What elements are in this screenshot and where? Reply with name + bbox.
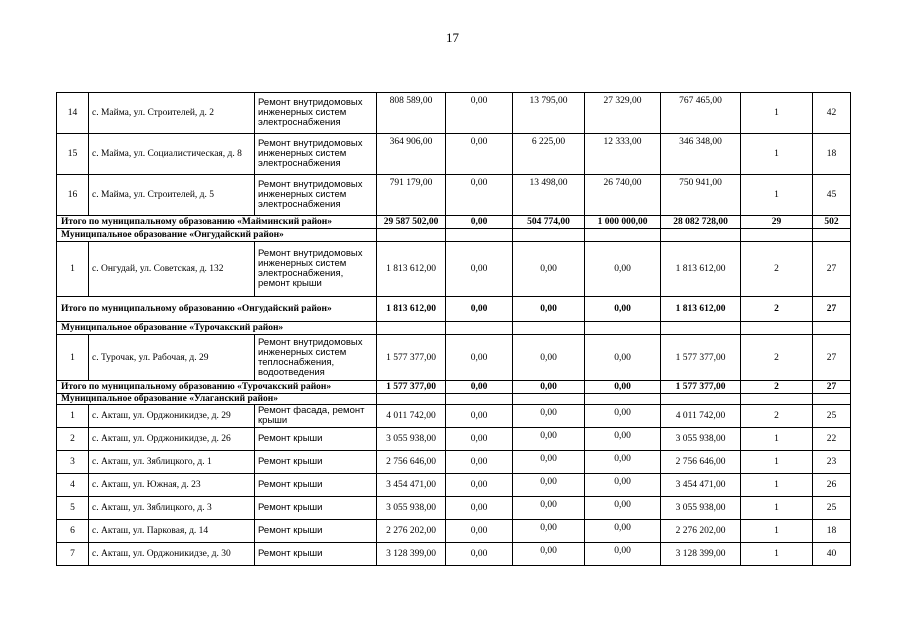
federal-funds-cell: 0,00 <box>446 216 513 229</box>
regional-funds-cell: 0,00 <box>513 474 585 497</box>
regional-funds-cell: 504 774,00 <box>513 216 585 229</box>
row-index: 6 <box>57 520 89 543</box>
work-type-cell: Ремонт внутридомовых инженерных систем теплоснабжения, водоотведения <box>255 335 377 381</box>
federal-funds-cell: 0,00 <box>446 405 513 428</box>
count-cell: 1 <box>741 175 813 216</box>
owners-funds-cell: 4 011 742,00 <box>661 405 741 428</box>
federal-funds-cell: 0,00 <box>446 242 513 297</box>
total-cost-cell: 1 577 377,00 <box>377 381 446 394</box>
regional-funds-cell: 0,00 <box>513 335 585 381</box>
work-type-cell: Ремонт внутридомовых инженерных систем электроснабжения <box>255 175 377 216</box>
owners-funds-cell: 2 756 646,00 <box>661 451 741 474</box>
total-cost-cell: 3 055 938,00 <box>377 428 446 451</box>
total-cost-cell: 2 276 202,00 <box>377 520 446 543</box>
row-index: 1 <box>57 405 89 428</box>
municipal-funds-cell: 0,00 <box>585 520 661 543</box>
residents-cell: 27 <box>813 381 851 394</box>
municipal-funds-cell: 26 740,00 <box>585 175 661 216</box>
federal-funds-cell: 0,00 <box>446 474 513 497</box>
table-row <box>57 335 851 381</box>
residents-cell: 45 <box>813 175 851 216</box>
address-cell: с. Онгудай, ул. Советская, д. 132 <box>89 242 255 297</box>
work-type-cell: Ремонт крыши <box>255 520 377 543</box>
row-index: 5 <box>57 497 89 520</box>
federal-funds-cell: 0,00 <box>446 297 513 322</box>
municipal-funds-cell: 0,00 <box>585 381 661 394</box>
total-cost-cell: 1 577 377,00 <box>377 335 446 381</box>
regional-funds-cell: 0,00 <box>513 428 585 451</box>
regional-funds-cell: 0,00 <box>513 242 585 297</box>
municipal-funds-cell: 0,00 <box>585 474 661 497</box>
owners-funds-cell: 1 577 377,00 <box>661 335 741 381</box>
address-cell: с. Акташ, ул. Орджоникидзе, д. 26 <box>89 428 255 451</box>
regional-funds-cell: 0,00 <box>513 297 585 322</box>
regional-funds-cell: 13 795,00 <box>513 93 585 134</box>
total-cost-cell: 2 756 646,00 <box>377 451 446 474</box>
total-cost-cell: 4 011 742,00 <box>377 405 446 428</box>
total-cost-cell: 29 587 502,00 <box>377 216 446 229</box>
row-index: 1 <box>57 335 89 381</box>
table-row <box>57 520 851 543</box>
total-cost-cell: 3 128 399,00 <box>377 543 446 566</box>
table-row <box>57 134 851 175</box>
work-type-cell: Ремонт крыши <box>255 428 377 451</box>
address-cell: с. Акташ, ул. Парковая, д. 14 <box>89 520 255 543</box>
regional-funds-cell: 0,00 <box>513 497 585 520</box>
table-row <box>57 451 851 474</box>
federal-funds-cell: 0,00 <box>446 428 513 451</box>
owners-funds-cell: 3 055 938,00 <box>661 497 741 520</box>
table-row <box>57 242 851 297</box>
table-row <box>57 543 851 566</box>
municipal-funds-cell: 0,00 <box>585 543 661 566</box>
count-cell: 2 <box>741 297 813 322</box>
municipal-funds-cell: 0,00 <box>585 297 661 322</box>
count-cell: 2 <box>741 335 813 381</box>
total-label: Итого по муниципальному образованию «Турочакский район» <box>57 381 377 394</box>
municipal-funds-cell: 0,00 <box>585 242 661 297</box>
row-index: 7 <box>57 543 89 566</box>
municipality-header-row <box>57 322 851 335</box>
row-index: 3 <box>57 451 89 474</box>
residents-cell: 40 <box>813 543 851 566</box>
regional-funds-cell: 6 225,00 <box>513 134 585 175</box>
count-cell: 29 <box>741 216 813 229</box>
municipal-funds-cell: 0,00 <box>585 335 661 381</box>
municipal-funds-cell: 0,00 <box>585 405 661 428</box>
municipal-funds-cell: 27 329,00 <box>585 93 661 134</box>
residents-cell: 27 <box>813 335 851 381</box>
count-cell: 1 <box>741 428 813 451</box>
owners-funds-cell: 1 813 612,00 <box>661 242 741 297</box>
count-cell: 1 <box>741 474 813 497</box>
owners-funds-cell: 3 055 938,00 <box>661 428 741 451</box>
municipal-funds-cell: 0,00 <box>585 497 661 520</box>
municipality-label: Муниципальное образование «Улаганский район» <box>57 394 377 405</box>
federal-funds-cell: 0,00 <box>446 497 513 520</box>
total-cost-cell: 1 813 612,00 <box>377 297 446 322</box>
municipality-label: Муниципальное образование «Онгудайский район» <box>57 229 377 242</box>
total-label: Итого по муниципальному образованию «Онгудайский район» <box>57 297 377 322</box>
total-row <box>57 216 851 229</box>
address-cell: с. Акташ, ул. Южная, д. 23 <box>89 474 255 497</box>
count-cell: 1 <box>741 543 813 566</box>
work-type-cell: Ремонт крыши <box>255 543 377 566</box>
address-cell: с. Акташ, ул. Зяблицкого, д. 1 <box>89 451 255 474</box>
count-cell: 1 <box>741 134 813 175</box>
municipal-funds-cell: 0,00 <box>585 451 661 474</box>
work-type-cell: Ремонт внутридомовых инженерных систем электроснабжения <box>255 93 377 134</box>
owners-funds-cell: 2 276 202,00 <box>661 520 741 543</box>
table-row <box>57 405 851 428</box>
federal-funds-cell: 0,00 <box>446 134 513 175</box>
owners-funds-cell: 1 577 377,00 <box>661 381 741 394</box>
residents-cell: 18 <box>813 520 851 543</box>
total-cost-cell: 791 179,00 <box>377 175 446 216</box>
total-row <box>57 297 851 322</box>
residents-cell: 25 <box>813 497 851 520</box>
municipal-funds-cell: 1 000 000,00 <box>585 216 661 229</box>
federal-funds-cell: 0,00 <box>446 520 513 543</box>
total-cost-cell: 808 589,00 <box>377 93 446 134</box>
count-cell: 1 <box>741 497 813 520</box>
residents-cell: 502 <box>813 216 851 229</box>
count-cell: 1 <box>741 520 813 543</box>
regional-funds-cell: 13 498,00 <box>513 175 585 216</box>
municipal-funds-cell: 0,00 <box>585 428 661 451</box>
owners-funds-cell: 767 465,00 <box>661 93 741 134</box>
residents-cell: 27 <box>813 297 851 322</box>
owners-funds-cell: 3 454 471,00 <box>661 474 741 497</box>
federal-funds-cell: 0,00 <box>446 381 513 394</box>
owners-funds-cell: 3 128 399,00 <box>661 543 741 566</box>
row-index: 4 <box>57 474 89 497</box>
owners-funds-cell: 28 082 728,00 <box>661 216 741 229</box>
page-number: 17 <box>446 30 459 45</box>
total-cost-cell: 364 906,00 <box>377 134 446 175</box>
repair-program-table <box>56 92 851 566</box>
municipality-header-row <box>57 229 851 242</box>
address-cell: с. Майма, ул. Социалистическая, д. 8 <box>89 134 255 175</box>
table-row <box>57 428 851 451</box>
federal-funds-cell: 0,00 <box>446 93 513 134</box>
residents-cell: 22 <box>813 428 851 451</box>
work-type-cell: Ремонт внутридомовых инженерных систем электроснабжения, ремонт крыши <box>255 242 377 297</box>
municipality-label: Муниципальное образование «Турочакский район» <box>57 322 377 335</box>
regional-funds-cell: 0,00 <box>513 520 585 543</box>
regional-funds-cell: 0,00 <box>513 451 585 474</box>
residents-cell: 18 <box>813 134 851 175</box>
row-index: 16 <box>57 175 89 216</box>
regional-funds-cell: 0,00 <box>513 405 585 428</box>
federal-funds-cell: 0,00 <box>446 543 513 566</box>
address-cell: с. Акташ, ул. Орджоникидзе, д. 30 <box>89 543 255 566</box>
address-cell: с. Турочак, ул. Рабочая, д. 29 <box>89 335 255 381</box>
work-type-cell: Ремонт крыши <box>255 451 377 474</box>
regional-funds-cell: 0,00 <box>513 543 585 566</box>
total-cost-cell: 1 813 612,00 <box>377 242 446 297</box>
total-cost-cell: 3 055 938,00 <box>377 497 446 520</box>
work-type-cell: Ремонт внутридомовых инженерных систем электроснабжения <box>255 134 377 175</box>
federal-funds-cell: 0,00 <box>446 451 513 474</box>
residents-cell: 23 <box>813 451 851 474</box>
address-cell: с. Майма, ул. Строителей, д. 5 <box>89 175 255 216</box>
total-cost-cell: 3 454 471,00 <box>377 474 446 497</box>
residents-cell: 27 <box>813 242 851 297</box>
work-type-cell: Ремонт крыши <box>255 474 377 497</box>
row-index: 15 <box>57 134 89 175</box>
count-cell: 1 <box>741 93 813 134</box>
address-cell: с. Акташ, ул. Зяблицкого, д. 3 <box>89 497 255 520</box>
work-type-cell: Ремонт крыши <box>255 497 377 520</box>
table-row <box>57 93 851 134</box>
table-row <box>57 497 851 520</box>
table-row <box>57 474 851 497</box>
table-row <box>57 175 851 216</box>
residents-cell: 25 <box>813 405 851 428</box>
work-type-cell: Ремонт фасада, ремонт крыши <box>255 405 377 428</box>
federal-funds-cell: 0,00 <box>446 335 513 381</box>
address-cell: с. Акташ, ул. Орджоникидзе, д. 29 <box>89 405 255 428</box>
row-index: 1 <box>57 242 89 297</box>
owners-funds-cell: 346 348,00 <box>661 134 741 175</box>
municipality-header-row <box>57 394 851 405</box>
owners-funds-cell: 750 941,00 <box>661 175 741 216</box>
residents-cell: 42 <box>813 93 851 134</box>
total-row <box>57 381 851 394</box>
row-index: 2 <box>57 428 89 451</box>
count-cell: 2 <box>741 381 813 394</box>
owners-funds-cell: 1 813 612,00 <box>661 297 741 322</box>
regional-funds-cell: 0,00 <box>513 381 585 394</box>
municipal-funds-cell: 12 333,00 <box>585 134 661 175</box>
count-cell: 2 <box>741 242 813 297</box>
total-label: Итого по муниципальному образованию «Майминский район» <box>57 216 377 229</box>
address-cell: с. Майма, ул. Строителей, д. 2 <box>89 93 255 134</box>
residents-cell: 26 <box>813 474 851 497</box>
count-cell: 2 <box>741 405 813 428</box>
federal-funds-cell: 0,00 <box>446 175 513 216</box>
row-index: 14 <box>57 93 89 134</box>
count-cell: 1 <box>741 451 813 474</box>
